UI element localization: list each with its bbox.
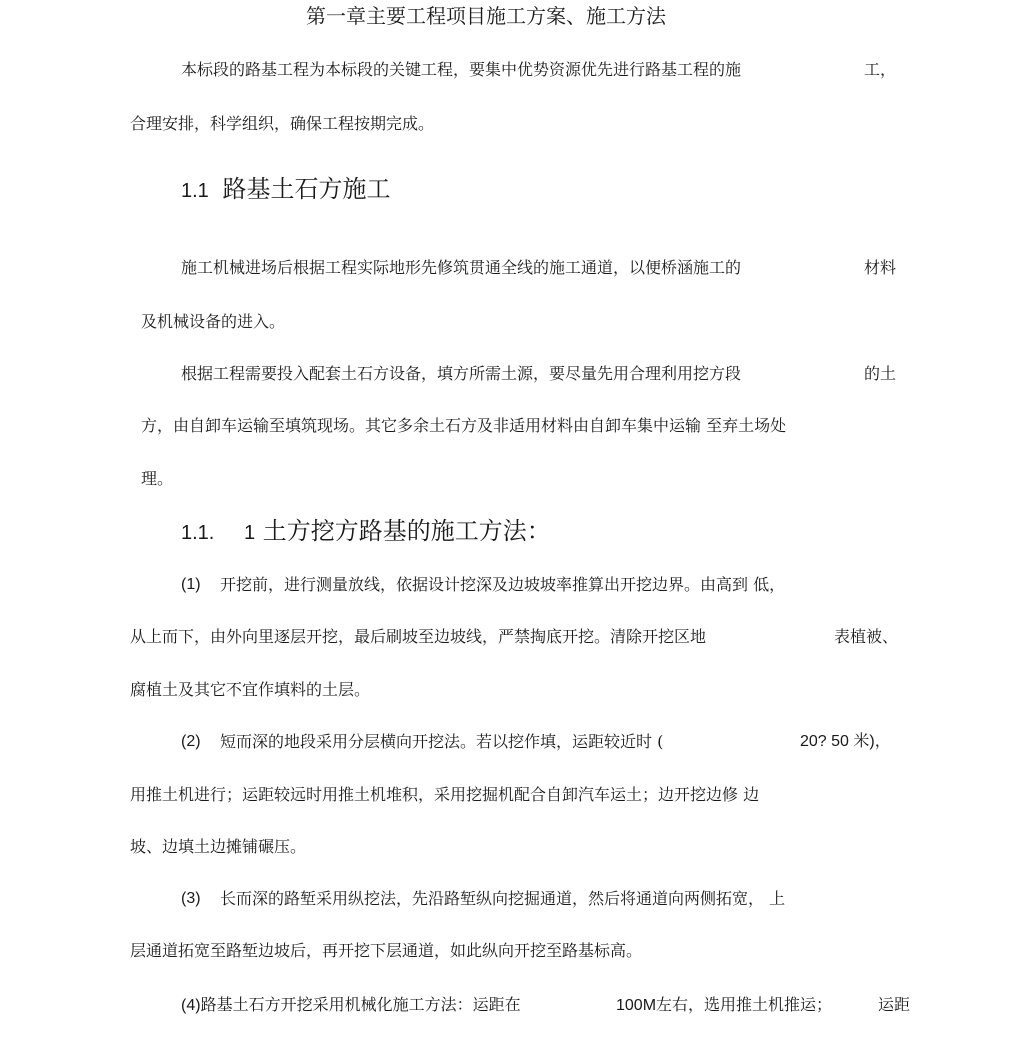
- section-heading-1-1: [181, 174, 390, 206]
- item-3-marker: (3): [181, 890, 201, 907]
- item-3-line-2: 层通道拓宽至路堑边坡后，再开挖下层通道，如此纵向开挖至路基标高。: [130, 941, 643, 960]
- item-4-marker: (4): [181, 997, 201, 1014]
- section-title: 路基土石方施工: [222, 175, 391, 203]
- equipment-line-3: 理。: [141, 469, 174, 488]
- section-number-part-b: 1: [244, 522, 256, 544]
- intro-line-1a: 本标段的路基工程为本标段的关键工程，要集中优势资源优先进行路基工程的施: [181, 60, 742, 79]
- item-1-line-2a: 从上而下，由外向里逐层开挖，最后刷坡至边坡线，严禁掏底开挖。清除开挖区地: [130, 627, 707, 646]
- equipment-line-2: 方，由自卸车运输至填筑现场。其它多余土石方及非适用材料由自卸车集中运输 至弃土场处: [141, 416, 787, 435]
- machinery-line-1b: 材料: [864, 258, 897, 277]
- item-4-distance: 100M: [616, 997, 657, 1014]
- item-2-line-1b: 20? 50 米)，: [800, 733, 891, 750]
- item-4-line-1-end: 运距: [878, 995, 911, 1014]
- section-title: 土方挖方路基的施工方法：: [262, 517, 551, 545]
- item-3-line-1: 长而深的路堑采用纵挖法，先沿路堑纵向挖掘通道，然后将通道向两侧拓宽， 上: [220, 889, 786, 908]
- item-2-line-3: 坡、边填土边摊铺碾压。: [130, 837, 307, 856]
- section-heading-1-1-1: [181, 516, 551, 548]
- item-2-line-2: 用推土机进行；运距较远时用推土机堆积，采用挖掘机配合自卸汽车运土；边开挖边修 边: [130, 785, 760, 804]
- section-number: 1.1: [181, 180, 209, 202]
- item-1-line-2b: 表植被、: [834, 627, 899, 646]
- item-4-line-1: [181, 995, 521, 1016]
- item-1-line-1: 开挖前，进行测量放线，依据设计挖深及边坡坡率推算出开挖边界。由高到 低，: [220, 575, 786, 594]
- chapter-title: 第一章主要工程项目施工方案、施工方法: [306, 4, 666, 28]
- item-1-line-3: 腐植土及其它不宜作填料的土层。: [130, 680, 371, 699]
- item-4-text-c: 左右，选用推土机推运；: [656, 995, 833, 1014]
- intro-line-2: 合理安排，科学组织，确保工程按期完成。: [130, 114, 435, 133]
- item-4-line-1-mid: [616, 995, 832, 1016]
- item-2-marker: (2): [181, 733, 201, 750]
- equipment-line-1a: 根据工程需要投入配套土石方设备，填方所需土源，要尽量先用合理利用挖方段: [181, 364, 742, 383]
- section-number-part-a: 1.1.: [181, 522, 215, 544]
- machinery-line-1a: 施工机械进场后根据工程实际地形先修筑贯通全线的施工通道，以便桥涵施工的: [181, 258, 742, 277]
- item-1-marker: (1): [181, 576, 201, 593]
- machinery-line-2: 及机械设备的进入。: [141, 312, 286, 331]
- item-2-line-1a: 短而深的地段采用分层横向开挖法。若以挖作填，运距较近时 (: [220, 732, 664, 751]
- intro-line-1b: 工，: [864, 60, 897, 79]
- equipment-line-1b: 的土: [864, 364, 897, 383]
- item-4-text-a: 路基土石方开挖采用机械化施工方法：运距在: [200, 995, 521, 1014]
